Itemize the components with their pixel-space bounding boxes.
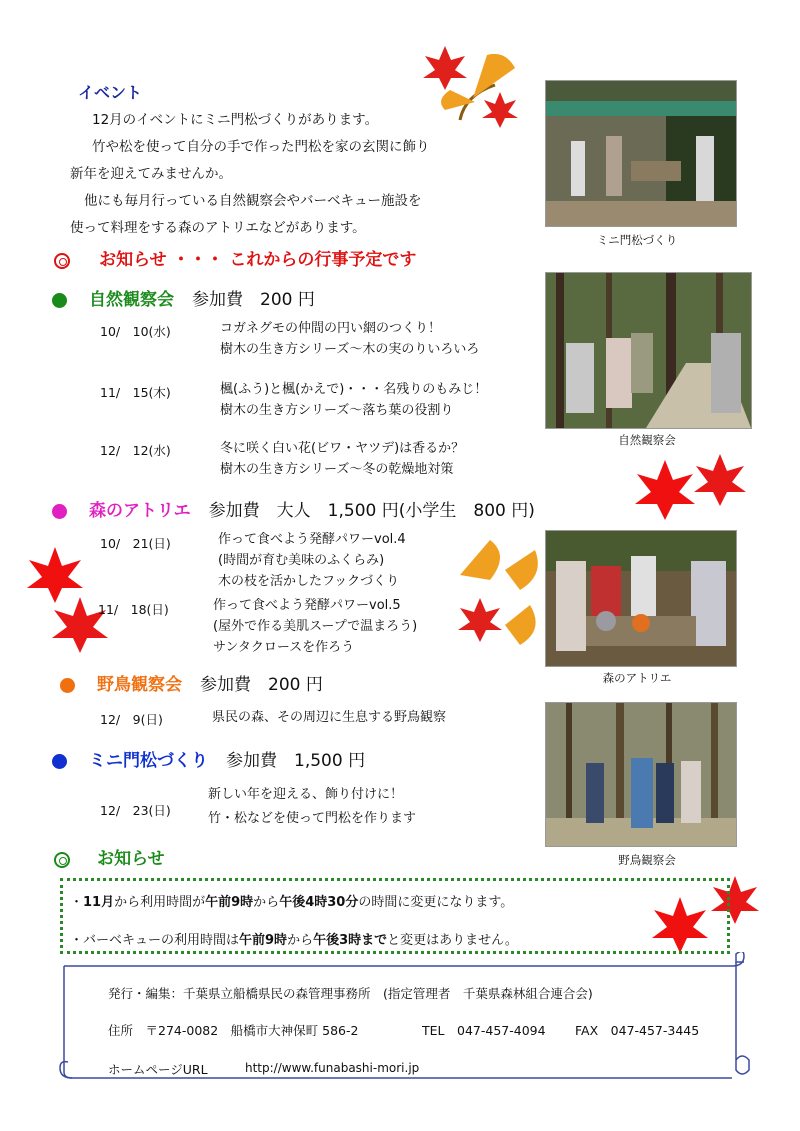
- footer-homepage-label: ホームページURL: [108, 1062, 208, 1077]
- footer-address: 住所 〒274-0082 船橋市大神保町 586-2: [108, 1023, 359, 1038]
- green-bullet-icon: [52, 293, 67, 308]
- nature-item-2: 楓(ふう)と楓(かえで)・・・名残りのもみじ！ 樹木の生き方シリーズ～落ち葉の役割り: [220, 382, 488, 418]
- section-atelier-name: 森のアトリエ: [89, 501, 191, 521]
- birds-item-1: 県民の森、その周辺に生息する野鳥観察: [212, 710, 447, 725]
- atelier-date-2: 11/ 18(日): [98, 602, 169, 617]
- ginkgo-maple-leaves-icon: [450, 535, 545, 660]
- event-line-2: 竹や松を使って自分の手で作った門松を家の玄関に飾り: [92, 139, 430, 155]
- section-atelier-header: [52, 496, 535, 521]
- photo-birds: [545, 702, 737, 847]
- photo-atelier: [545, 530, 737, 667]
- event-line-4: 他にも毎月行っている自然観察会やバーベキュー施設を: [84, 193, 422, 209]
- photo-nature: [545, 272, 752, 429]
- event-line-3: 新年を迎えてみませんか。: [70, 166, 232, 182]
- section-birds-header: [60, 670, 323, 695]
- nature-date-3: 12/ 12(水): [100, 443, 171, 458]
- autumn-leaves-icon: [405, 40, 535, 130]
- section-nature-name: 自然観察会: [89, 290, 174, 310]
- event-line-5: 使って料理をする森のアトリエなどがあります。: [70, 220, 366, 236]
- nature-date-1: 10/ 10(水): [100, 324, 171, 339]
- birds-date-1: 12/ 9(日): [100, 712, 163, 727]
- kadomatsu-date-1: 12/ 23(日): [100, 803, 171, 818]
- footer-fax: FAX 047-457-3445: [575, 1023, 700, 1038]
- caption-nature: 自然観察会: [618, 433, 676, 447]
- notice-line-1: ・11月から利用時間が午前9時から午後4時30分の時間に変更になります。: [70, 895, 514, 910]
- section-kadomatsu-header: [52, 746, 365, 771]
- section-kadomatsu-fee: 参加費 1,500 円: [226, 751, 366, 771]
- kadomatsu-item-1: 新しい年を迎える、飾り付けに！ 竹・松などを使って門松を作ります: [208, 787, 417, 826]
- atelier-date-1: 10/ 21(日): [100, 536, 171, 551]
- nature-item-1: コガネグモの仲間の円い網のつくり！ 樹木の生き方シリーズ～木の実のりいろいろ: [220, 321, 480, 357]
- schedule-notice: [54, 245, 416, 270]
- double-circle-green-icon: [54, 852, 70, 868]
- caption-atelier: 森のアトリエ: [602, 671, 672, 685]
- notice-title: お知らせ: [97, 849, 165, 869]
- double-circle-icon: [54, 253, 70, 269]
- event-title: イベント: [78, 83, 143, 102]
- footer-homepage-link[interactable]: http://www.funabashi-mori.jp: [245, 1061, 420, 1075]
- atelier-item-2: 作って食べよう発酵パワーvol.5 (屋外で作る美肌スープで温まろう) サンタクロースを作ろう: [213, 598, 418, 655]
- section-birds-name: 野鳥観察会: [97, 675, 182, 695]
- caption-birds: 野鳥観察会: [618, 853, 676, 867]
- footer-tel: TEL 047-457-4094: [422, 1023, 546, 1038]
- notice-header: [54, 844, 165, 869]
- atelier-item-1: 作って食べよう発酵パワーvol.4 (時間が育む美味のふくらみ) 木の枝を活かしたフックづくり: [218, 532, 406, 589]
- nature-item-3: 冬に咲く白い花(ビワ・ヤツデ)は香るか？ 樹木の生き方シリーズ～冬の乾燥地対策: [220, 441, 465, 477]
- orange-bullet-icon: [60, 678, 75, 693]
- magenta-bullet-icon: [52, 504, 67, 519]
- section-nature-fee: 参加費 200 円: [192, 290, 315, 310]
- schedule-notice-title: お知らせ ・・・ これからの行事予定です: [99, 250, 417, 270]
- section-atelier-fee: 参加費 大人 1,500 円(小学生 800 円): [208, 501, 535, 521]
- caption-kadomatsu: ミニ門松づくり: [596, 233, 678, 247]
- footer-publisher: 発行・編集：千葉県立船橋県民の森管理事務所 (指定管理者 千葉県森林組合連合会): [108, 986, 593, 1001]
- nature-date-2: 11/ 15(木): [100, 385, 171, 400]
- section-birds-fee: 参加費 200 円: [200, 675, 323, 695]
- event-line-1: 12月のイベントにミニ門松づくりがあります。: [92, 112, 379, 128]
- blue-bullet-icon: [52, 754, 67, 769]
- notice-line-2: ・バーベキューの利用時間は午前9時から午後3時までと変更はありません。: [70, 933, 518, 948]
- section-kadomatsu-name: ミニ門松づくり: [89, 751, 208, 771]
- section-nature-header: [52, 285, 315, 310]
- photo-kadomatsu: [545, 80, 737, 227]
- red-maple-leaves-icon: [625, 445, 755, 535]
